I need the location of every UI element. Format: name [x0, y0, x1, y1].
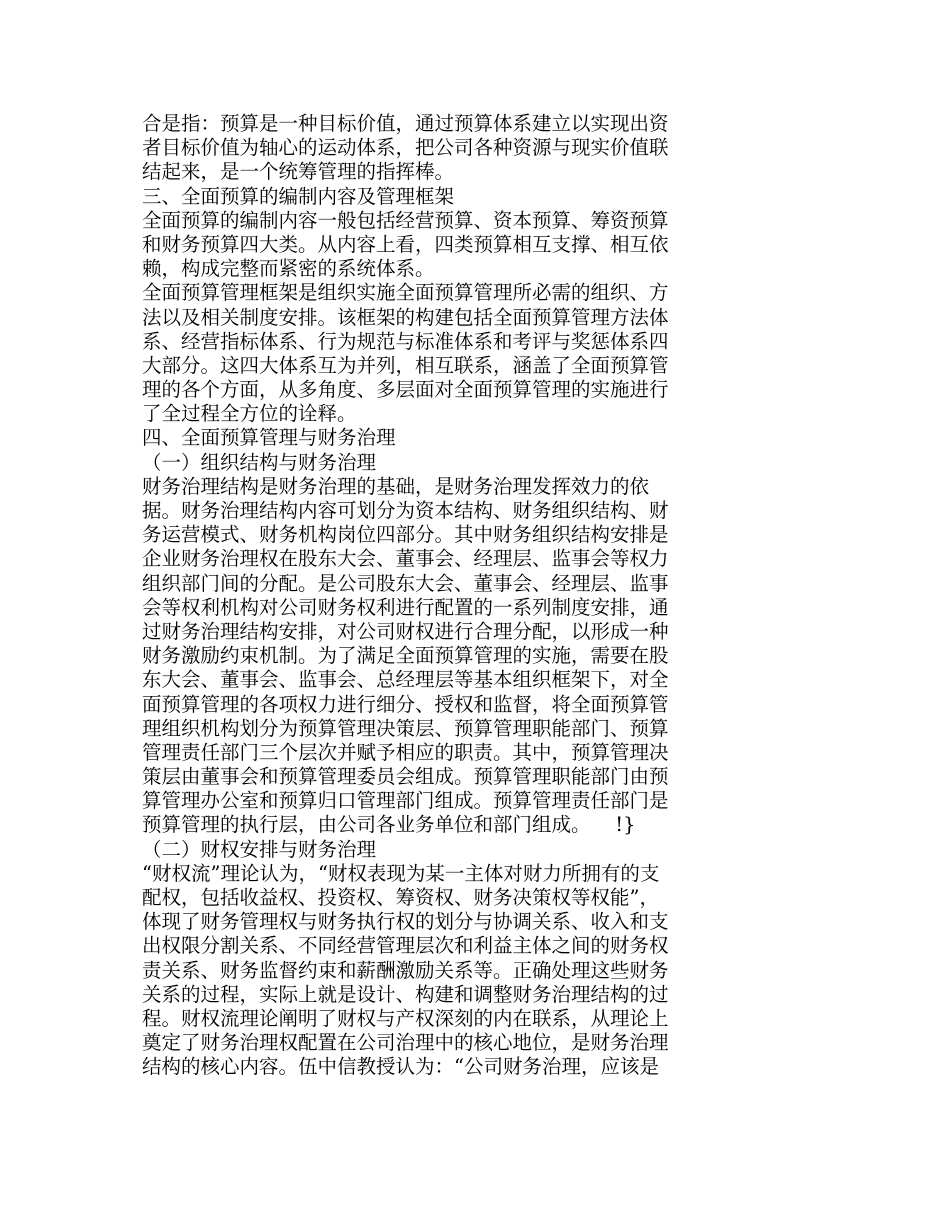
text-line: 预算管理的执行层，由公司各业务单位和部门组成。 !}	[142, 813, 636, 837]
text-line: 者目标价值为轴心的运动体系，把公司各种资源与现实价值联	[142, 136, 669, 160]
text-line: 了全过程全方位的诠释。	[142, 402, 357, 426]
text-line: 合是指：预算是一种目标价值，通过预算体系建立以实现出资	[142, 112, 669, 135]
text-line: 面预算管理的各项权力进行细分、授权和监督，将全面预算管	[142, 692, 669, 716]
text-line: 管理责任部门三个层次并赋予相应的职责。其中，预算管理决	[142, 740, 669, 764]
text-line: 算管理办公室和预算归口管理部门组成。预算管理责任部门是	[142, 789, 669, 813]
text-line: 理的各个方面，从多角度、多层面对全面预算管理的实施进行	[142, 378, 669, 402]
text-line: 配权，包括收益权、投资权、筹资权、财务决策权等权能”，	[142, 886, 659, 909]
text-line: 结构的核心内容。伍中信教授认为：“公司财务治理，应该是	[142, 1055, 659, 1079]
text-line: 出权限分割关系、不同经营管理层次和利益主体之间的财务权	[142, 934, 669, 958]
section-heading: 四、全面预算管理与财务治理	[142, 426, 396, 450]
text-line: “财权流”理论认为，“财权表现为某一主体对财力所拥有的支	[142, 861, 660, 885]
text-line: 责关系、财务监督约束和薪酬激励关系等。正确处理这些财务	[142, 958, 669, 982]
text-line: 全面预算的编制内容一般包括经营预算、资本预算、筹资预算	[142, 208, 669, 232]
text-line: 结起来，是一个统筹管理的指挥棒。	[142, 160, 455, 184]
text-line: 理组织机构划分为预算管理决策层、预算管理职能部门、预算	[142, 716, 669, 740]
text-line: 据。财务治理结构内容可划分为资本结构、财务组织结构、财	[142, 499, 669, 522]
text-line: 赖，构成完整而紧密的系统体系。	[142, 257, 435, 281]
text-line: 关系的过程，实际上就是设计、构建和调整财务治理结构的过	[142, 982, 669, 1006]
subsection-heading: （一）组织结构与财务治理	[142, 450, 377, 474]
text-line: 奠定了财务治理权配置在公司治理中的核心地位，是财务治理	[142, 1031, 669, 1055]
text-line: 系、经营指标体系、行为规范与标准体系和考评与奖惩体系四	[142, 329, 669, 353]
text-line: 全面预算管理框架是组织实施全面预算管理所必需的组织、方	[142, 281, 669, 305]
text-line: 财务激励约束机制。为了满足全面预算管理的实施，需要在股	[142, 644, 669, 668]
text-line: 务运营模式、财务机构岗位四部分。其中财务组织结构安排是	[142, 523, 669, 547]
text-line: 会等权利机构对公司财务权利进行配置的一系列制度安排，通	[142, 595, 669, 619]
subsection-heading: （二）财权安排与财务治理	[142, 837, 377, 861]
text-line: 东大会、董事会、监事会、总经理层等基本组织框架下，对全	[142, 668, 669, 692]
document-page	[142, 112, 742, 1080]
text-line: 程。财权流理论阐明了财权与产权深刻的内在联系，从理论上	[142, 1006, 669, 1030]
text-line: 大部分。这四大体系互为并列，相互联系，涵盖了全面预算管	[142, 353, 669, 377]
text-line: 过财务治理结构安排，对公司财权进行合理分配，以形成一种	[142, 619, 669, 643]
text-line: 财务治理结构是财务治理的基础，是财务治理发挥效力的依	[142, 474, 650, 498]
text-line: 体现了财务管理权与财务执行权的划分与协调关系、收入和支	[142, 910, 669, 934]
text-line: 策层由董事会和预算管理委员会组成。预算管理职能部门由预	[142, 765, 669, 789]
text-line: 法以及相关制度安排。该框架的构建包括全面预算管理方法体	[142, 305, 669, 329]
text-line: 组织部门间的分配。是公司股东大会、董事会、经理层、监事	[142, 571, 669, 595]
text-line: 企业财务治理权在股东大会、董事会、经理层、监事会等权力	[142, 547, 669, 571]
section-heading: 三、全面预算的编制内容及管理框架	[142, 184, 455, 208]
text-line: 和财务预算四大类。从内容上看，四类预算相互支撑、相互依	[142, 232, 669, 256]
